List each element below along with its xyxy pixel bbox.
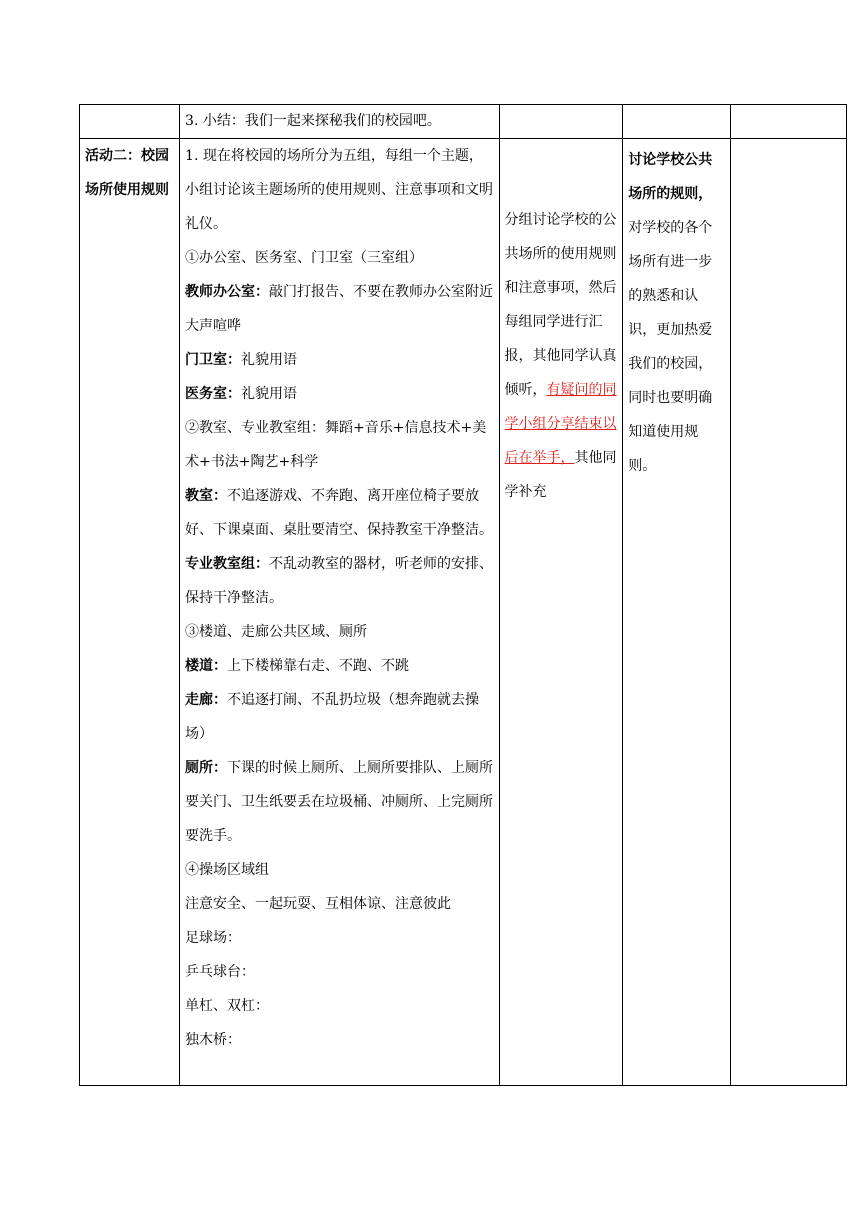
balance-beam: 独木桥： [185, 1032, 242, 1048]
group-3-heading: ③楼道、走廊公共区域、厕所 [185, 624, 368, 640]
lesson-plan-table [79, 104, 847, 1086]
rule-label: 专业教室组： [185, 556, 270, 572]
design-intent-cell [623, 139, 731, 1086]
rule-text: 礼貌用语 [241, 386, 298, 402]
football-field: 足球场： [185, 930, 242, 946]
rule-classroom [185, 479, 493, 547]
highlighted-note: 有疑问的同学小组分享结束以后在举手， [504, 382, 617, 466]
group-4-text: 注意安全、一起玩耍、互相体谅、注意彼此 [185, 896, 452, 912]
rule-label: 走廊： [185, 692, 228, 708]
teaching-content-cell [180, 139, 499, 1086]
rule-text: 不乱动教室的器材，听老师的安排、保持干净整洁。 [185, 556, 494, 606]
rule-label: 楼道： [185, 658, 228, 674]
rule-text: 下课的时候上厕所、上厕所要排队、上厕所要关门、卫生纸要丢在垃圾桶、冲厕所、上完厕所要洗手。 [185, 760, 494, 844]
design-intent-text [628, 139, 725, 483]
rule-label: 厕所： [185, 760, 228, 776]
notes-cell [730, 105, 846, 139]
rule-guard-room [185, 343, 493, 377]
group-2-heading: ②教室、专业教室组：舞蹈+音乐+信息技术+美术+书法+陶艺+科学 [185, 420, 487, 470]
rule-toilet [185, 751, 493, 853]
student-activity-text [505, 139, 618, 509]
table-row [80, 105, 847, 139]
rule-teacher-office [185, 275, 493, 343]
group-1-heading: ①办公室、医务室、门卫室（三室组） [185, 250, 424, 266]
rule-label: 门卫室： [185, 352, 242, 368]
group-4-heading: ④操场区域组 [185, 862, 270, 878]
rule-special-classroom [185, 547, 493, 615]
student-text-end: 其他同学补充 [504, 450, 617, 500]
table-row [80, 139, 847, 1086]
activity-title-cell [80, 139, 180, 1086]
activity-title: 活动二：校园场所使用规则 [85, 148, 169, 198]
rule-text: 礼貌用语 [241, 352, 298, 368]
rule-text: 不追逐打闹、不乱扔垃圾（想奔跑就去操场） [185, 692, 480, 742]
rule-label: 教室： [185, 488, 228, 504]
rule-label: 教师办公室： [185, 284, 270, 300]
intent-text: 对学校的各个场所有进一步的熟悉和认识，更加热爱我们的校园，同时也要明确知道使用规则。 [628, 220, 713, 474]
notes-cell [730, 139, 846, 1086]
student-activity-cell [499, 105, 623, 139]
design-intent-cell [623, 105, 731, 139]
student-text: 分组讨论学校的公共场所的使用规则和注意事项，然后每组同学进行汇报，其他同学认真倾听， [504, 212, 617, 398]
student-activity-cell [499, 139, 623, 1086]
bars: 单杠、双杠： [185, 998, 270, 1014]
content-cell: 3. 小结：我们一起来探秘我们的校园吧。 [180, 105, 499, 139]
pingpong-table: 乒乓球台： [185, 964, 256, 980]
rule-stairs [185, 649, 493, 683]
rule-corridor [185, 683, 493, 751]
intro-text: 1. 现在将校园的场所分为五组，每组一个主题，小组讨论该主题场所的使用规则、注意事项和文明礼仪。 [185, 148, 494, 232]
rule-clinic [185, 377, 493, 411]
rule-text: 上下楼梯靠右走、不跑、不跳 [227, 658, 410, 674]
rule-label: 医务室： [185, 386, 242, 402]
rule-text: 不追逐游戏、不奔跑、离开座位椅子要放好、下课桌面、桌肚要清空、保持教室干净整洁。 [185, 488, 494, 538]
activity-cell [80, 105, 180, 139]
intent-bold: 讨论学校公共场所的规则， [628, 152, 713, 202]
rule-text: 敲门打报告、不要在教师办公室附近大声喧哗 [185, 284, 494, 334]
